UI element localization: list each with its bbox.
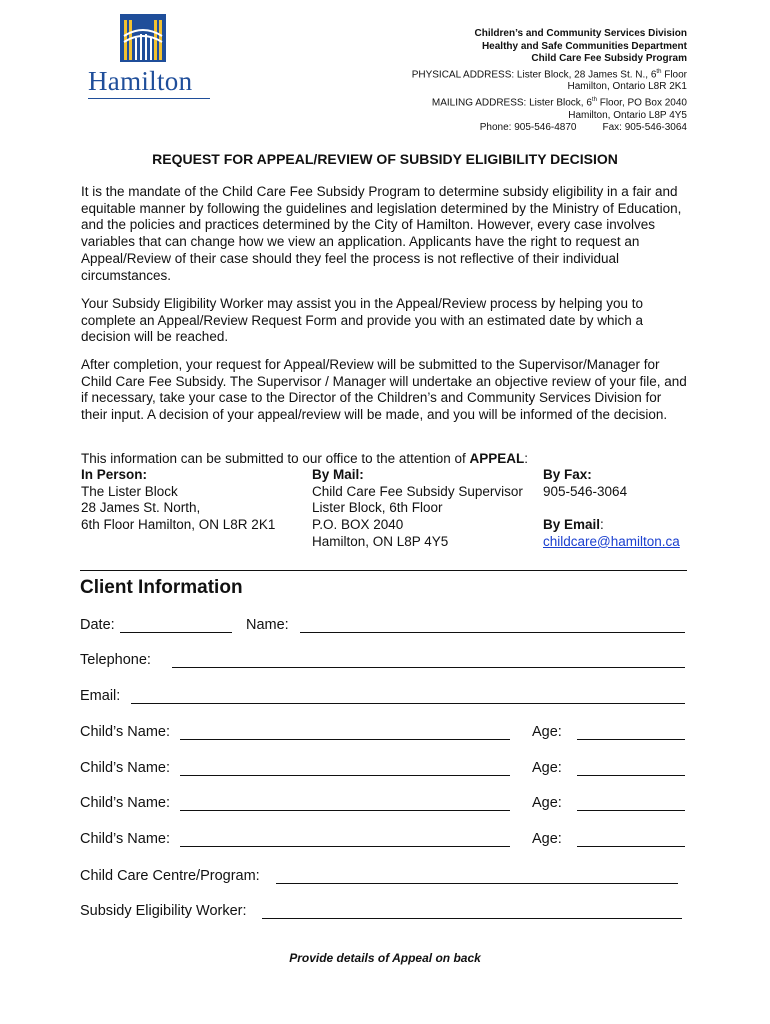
child-care-centre-field[interactable] (276, 883, 678, 884)
child-name-field[interactable] (180, 810, 510, 811)
logo-underline (88, 98, 210, 99)
child-name-field[interactable] (180, 846, 510, 847)
contact-by-mail: By Mail: Child Care Fee Subsidy Supervisor Lister Block, 6th Floor P.O. BOX 2040 Hamilton, ON L8P 4Y5 (312, 467, 523, 549)
name-field[interactable] (300, 632, 685, 633)
child-name-field[interactable] (180, 739, 510, 740)
telephone-label: Telephone: (80, 652, 151, 668)
child-care-centre-label: Child Care Centre/Program: (80, 868, 260, 884)
child-name-label: Child’s Name: (80, 795, 170, 811)
age-label: Age: (532, 831, 562, 847)
paragraph-worker-assist: Your Subsidy Eligibility Worker may assist you in the Appeal/Review process by helping you to complete an Appeal/Review Request Form and provide you with an estimated date by which a decision will be reached. (81, 296, 644, 345)
phone-fax: Phone: 905-546-4870 Fax: 905-546-3064 (479, 122, 687, 134)
email-label: Email: (80, 688, 121, 704)
date-label: Date: (80, 617, 115, 633)
name-label: Name: (246, 617, 289, 633)
page-title: REQUEST FOR APPEAL/REVIEW OF SUBSIDY ELIGIBILITY DECISION (152, 151, 618, 167)
child-name-label: Child’s Name: (80, 831, 170, 847)
mailing-address: MAILING ADDRESS: Lister Block, 6th Floor, PO Box 2040 (431, 96, 687, 109)
contact-by-fax-email: By Fax: 905-546-3064 By Email: childcare@hamilton.ca (543, 467, 680, 549)
age-field[interactable] (577, 846, 685, 847)
eligibility-worker-label: Subsidy Eligibility Worker: (80, 903, 247, 919)
child-name-label: Child’s Name: (80, 724, 170, 740)
section-divider (80, 570, 687, 571)
email-field[interactable] (131, 703, 685, 704)
age-label: Age: (532, 795, 562, 811)
paragraph-mandate: It is the mandate of the Child Care Fee Subsidy Program to determine subsidy eligibility in a fair and equitable manner by following the guidelines and legislation determined by the Ministry of Education, and the policies and practices determined by the City of Hamilton. However, every case involves variables that can change how we view an application. Applicants have the right to request an Appeal/Review of their case should they feel the process is not reflective of their individual circumstances. (81, 184, 682, 283)
paragraph-submission: This information can be submitted to our office to the attention of APPEAL: (81, 451, 529, 466)
department-name: Healthy and Safe Communities Department (481, 40, 687, 52)
mailing-city: Hamilton, Ontario L8P 4Y5 (568, 109, 687, 121)
child-name-field[interactable] (180, 775, 510, 776)
division-name: Children’s and Community Services Division (474, 28, 687, 39)
physical-address: PHYSICAL ADDRESS: Lister Block, 28 James St. N., 6th Floor (411, 68, 687, 80)
logo-wordmark: Hamilton (88, 66, 193, 96)
age-label: Age: (532, 760, 562, 776)
age-field[interactable] (577, 775, 685, 776)
date-field[interactable] (120, 632, 232, 633)
child-name-label: Child’s Name: (80, 760, 170, 776)
footer-note: Provide details of Appeal on back (289, 951, 481, 965)
header-address-block (412, 28, 687, 135)
telephone-field[interactable] (172, 667, 685, 668)
program-name: Child Care Fee Subsidy Program (531, 53, 687, 64)
age-label: Age: (532, 724, 562, 740)
age-field[interactable] (577, 739, 685, 740)
contact-in-person: In Person: The Lister Block 28 James St. North, 6th Floor Hamilton, ON L8R 2K1 (81, 467, 276, 533)
email-link[interactable]: childcare@hamilton.ca (543, 533, 680, 549)
eligibility-worker-field[interactable] (262, 918, 682, 919)
client-info-heading: Client Information (80, 577, 243, 598)
physical-city: Hamilton, Ontario L8R 2K1 (567, 81, 687, 93)
age-field[interactable] (577, 810, 685, 811)
paragraph-after-completion: After completion, your request for Appeal/Review will be submitted to the Supervisor/Manager for Child Care Fee Subsidy. The Supervisor / Manager will undertake an objective review of your file, and if necessary, take your case to the Director of the Children’s and Community Services Division for their input. A decision of your appeal/review will be made, and you will be informed of the decision. (81, 357, 687, 423)
